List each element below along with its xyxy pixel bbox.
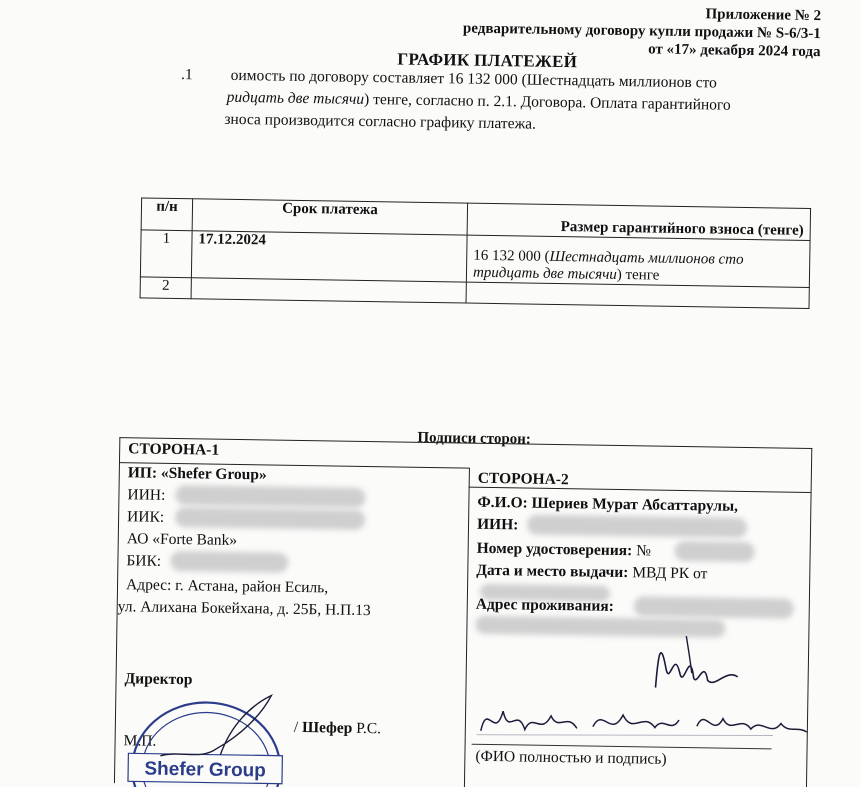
party-2-label: СТОРОНА-2	[477, 469, 569, 489]
party-1-label: СТОРОНА-1	[128, 440, 220, 459]
seal-text: Shefer Group	[144, 758, 267, 782]
paragraph-line-1: .1 оимость по договору составляет 16 132 000 (Шестнадцать миллионов сто	[180, 66, 717, 92]
table-row: 2	[140, 277, 809, 309]
page-title: ГРАФИК ПЛАТЕЖЕЙ	[397, 49, 578, 72]
amount-cell: 16 132 000 (Шестнадцать миллионов сто тридцать две тысячи) тенге	[466, 235, 810, 287]
payment-schedule-table	[140, 197, 812, 309]
party-2-id-number: Номер удостоверения: №	[476, 539, 652, 560]
party-2-handwritten-name	[472, 691, 813, 756]
director-label: Директор	[124, 670, 193, 689]
paragraph-line-2: ридцать две тысячи) тенге, согласно п. 2.1. Договора. Оплата гарантийного	[226, 88, 731, 114]
redaction	[675, 541, 755, 562]
party-1-address-2: ул. Алихана Бокейхана, д. 25Б, Н.П.13	[117, 598, 371, 620]
party-1-bank: АО «Forte Bank»	[126, 530, 238, 549]
col-header-number: п/н	[141, 198, 192, 231]
redaction	[634, 596, 794, 619]
company-seal	[119, 683, 291, 787]
paragraph-number: .1	[180, 66, 193, 84]
table-row: 1 17.12.2024 16 132 000 (Шестнадцать миллионов сто тридцать две тысячи) тенге	[140, 230, 810, 288]
party-1-address-1: Адрес: г. Астана, район Есиль,	[125, 576, 329, 597]
redaction	[527, 515, 747, 538]
col-header-due-date: Срок платежа	[192, 199, 467, 235]
paragraph-line-3: зноса производится согласно графику платежа.	[224, 110, 537, 133]
party-1-iin-label: ИИН:	[127, 486, 166, 504]
contract-reference: редварительному договору купли продажи № S-6/3-1	[462, 20, 821, 43]
party-1-bik-label: БИК:	[126, 552, 162, 570]
party-2-iin-label: ИИН:	[476, 515, 519, 534]
contract-date: от «17» декабря 2024 года	[648, 41, 821, 61]
appendix-number: Приложение № 2	[705, 6, 822, 25]
director-signature-line: / Шефер Р.С.	[293, 718, 382, 738]
party-2-address-label: Адрес проживания:	[475, 595, 615, 615]
party-1-iik-label: ИИК:	[126, 508, 165, 526]
redaction	[170, 551, 288, 573]
signatures-title: Подписи сторон:	[417, 429, 531, 448]
party-2-issue: Дата и место выдачи: МВД РК от	[476, 561, 708, 583]
party-2-initials-signature	[645, 627, 746, 699]
redaction	[175, 485, 365, 508]
redaction	[175, 507, 365, 530]
party-1-name: ИП: «Shefer Group»	[127, 464, 267, 484]
party-2-signature-caption: (ФИО полностью и подпись)	[475, 747, 667, 768]
col-header-amount: Размер гарантийного взноса (тенге)	[467, 203, 810, 240]
seal-place-label: М.П.	[123, 732, 157, 750]
party-2-name: Ф.И.О: Шериев Мурат Абсаттарулы,	[477, 493, 739, 515]
